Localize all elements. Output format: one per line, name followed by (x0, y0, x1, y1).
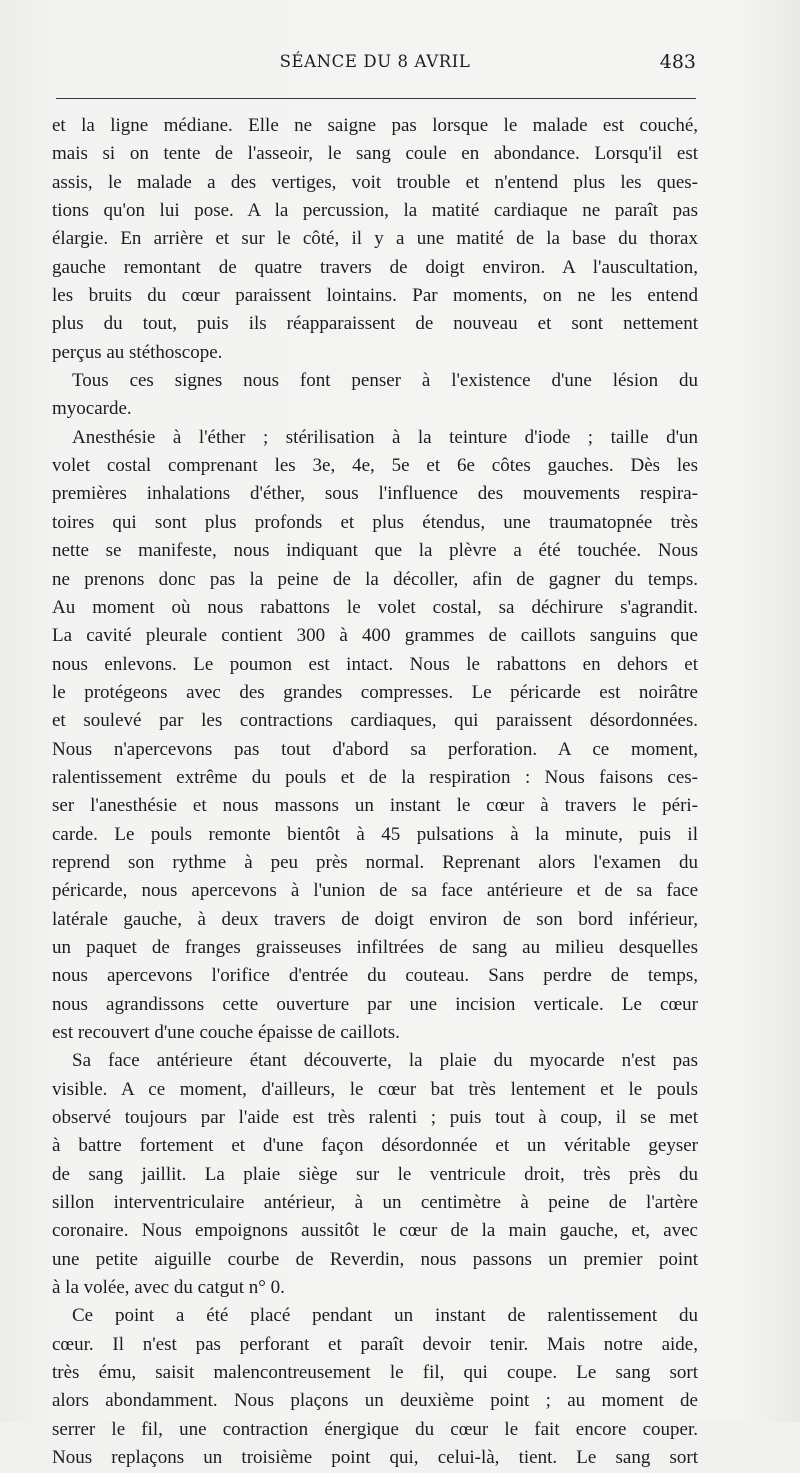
text-line: et la ligne médiane. Elle ne saigne pas lorsque le malade est couché, (52, 115, 698, 136)
text-line: Anesthésie à l'éther ; stérilisation à la teinture d'iode ; taille d'un (72, 426, 698, 448)
text-line: à la volée, avec du catgut n° 0. (52, 1277, 285, 1299)
text-line: ser l'anesthésie et nous massons un instant le cœur à travers le péri- (52, 795, 698, 817)
text-line: Au moment où nous rabattons le volet costal, sa déchirure s'agrandit. (52, 596, 698, 618)
text-line: et soulevé par les contractions cardiaques, qui paraissent désordonnées. (52, 710, 698, 732)
text-line: très ému, saisit malencontreusement le fil, qui coupe. Le sang sort (52, 1362, 698, 1384)
text-line: de sang jaillit. La plaie siège sur le ventricule droit, très près du (52, 1163, 698, 1185)
text-line: perçus au stéthoscope. (52, 341, 223, 363)
text-line: reprend son rythme à peu près normal. Reprenant alors l'examen du (52, 851, 698, 873)
text-line: observé toujours par l'aide est très ralenti ; puis tout à coup, il se met (52, 1107, 698, 1129)
paragraph (52, 1047, 698, 1302)
text-line: sillon interventriculaire antérieur, à un centimètre à peine de l'artère (52, 1192, 698, 1214)
text-line: latérale gauche, à deux travers de doigt environ de son bord inférieur, (52, 908, 698, 930)
paragraph (52, 112, 698, 367)
text-line: ne prenons donc pas la peine de la décoller, afin de gagner du temps. (52, 568, 698, 590)
text-line: nous enlevons. Le poumon est intact. Nous le rabattons en dehors et (52, 653, 698, 675)
text-line: à battre fortement et d'une façon désordonnée et un véritable geyser (52, 1135, 698, 1157)
text-line: Sa face antérieure étant découverte, la plaie du myocarde n'est pas (72, 1050, 698, 1072)
page-header (54, 52, 696, 86)
text-line: volet costal comprenant les 3e, 4e, 5e et 6e côtes gauches. Dès les (52, 455, 698, 477)
text-line: La cavité pleurale contient 300 à 400 grammes de caillots sanguins que (52, 625, 698, 647)
text-line: Nous replaçons un troisième point qui, celui-là, tient. Le sang sort (52, 1447, 698, 1469)
text-line: tions qu'on lui pose. A la percussion, la matité cardiaque ne paraît pas (52, 200, 698, 222)
text-line: serrer le fil, une contraction énergique du cœur le fait encore couper. (52, 1418, 698, 1440)
text-line: nous agrandissons cette ouverture par une incision verticale. Le cœur (52, 993, 698, 1015)
text-line: premières inhalations d'éther, sous l'influence des mouvements respira- (52, 483, 698, 505)
text-line: est recouvert d'une couche épaisse de caillots. (52, 1022, 400, 1043)
text-line: ralentissement extrême du pouls et de la respiration : Nous faisons ces- (52, 766, 698, 788)
text-line: plus du tout, puis ils réapparaissent de nouveau et sont nettement (52, 313, 698, 335)
text-line: toires qui sont plus profonds et plus étendus, une traumatopnée très (52, 511, 698, 533)
text-line: Ce point a été placé pendant un instant de ralentissement du (72, 1305, 698, 1327)
running-head: SÉANCE DU 8 AVRIL (279, 52, 471, 71)
text-line: coronaire. Nous empoignons aussitôt le cœur de la main gauche, et, avec (52, 1220, 698, 1242)
text-line: nette se manifeste, nous indiquant que la plèvre a été touchée. Nous (52, 540, 698, 562)
text-line: Tous ces signes nous font penser à l'existence d'une lésion du (72, 370, 698, 392)
text-line: Nous n'apercevons pas tout d'abord sa perforation. A ce moment, (52, 738, 698, 760)
text-line: un paquet de franges graisseuses infiltrées de sang au milieu desquelles (52, 936, 698, 958)
text-line: une petite aiguille courbe de Reverdin, nous passons un premier point (52, 1248, 698, 1270)
text-line: alors abondamment. Nous plaçons un deuxième point ; au moment de (52, 1390, 698, 1412)
text-line: le protégeons avec des grandes compresses. Le péricarde est noirâtre (52, 681, 698, 703)
text-line: élargie. En arrière et sur le côté, il y a une matité de la base du thorax (52, 228, 698, 250)
text-line: visible. A ce moment, d'ailleurs, le cœur bat très lentement et le pouls (52, 1078, 698, 1100)
body-text (52, 112, 698, 1473)
header-rule (56, 98, 696, 99)
text-line: péricarde, nous apercevons à l'union de sa face antérieure et de sa face (52, 880, 698, 902)
text-line: gauche remontant de quatre travers de doigt environ. A l'auscultation, (52, 256, 698, 278)
page-number: 483 (659, 51, 696, 73)
paragraph (52, 1302, 698, 1472)
text-line: nous apercevons l'orifice d'entrée du couteau. Sans perdre de temps, (52, 965, 698, 987)
text-line: carde. Le pouls remonte bientôt à 45 pulsations à la minute, puis il (52, 823, 698, 845)
text-line: cœur. Il n'est pas perforant et paraît devoir tenir. Mais notre aide, (52, 1333, 698, 1355)
paragraph (52, 424, 698, 1048)
text-line: mais si on tente de l'asseoir, le sang coule en abondance. Lorsqu'il est (52, 143, 698, 165)
text-line: assis, le malade a des vertiges, voit trouble et n'entend plus les ques- (52, 171, 698, 193)
text-line: les bruits du cœur paraissent lointains. Par moments, on ne les entend (52, 285, 698, 307)
text-line: myocarde. (52, 398, 132, 420)
paragraph (52, 367, 698, 424)
